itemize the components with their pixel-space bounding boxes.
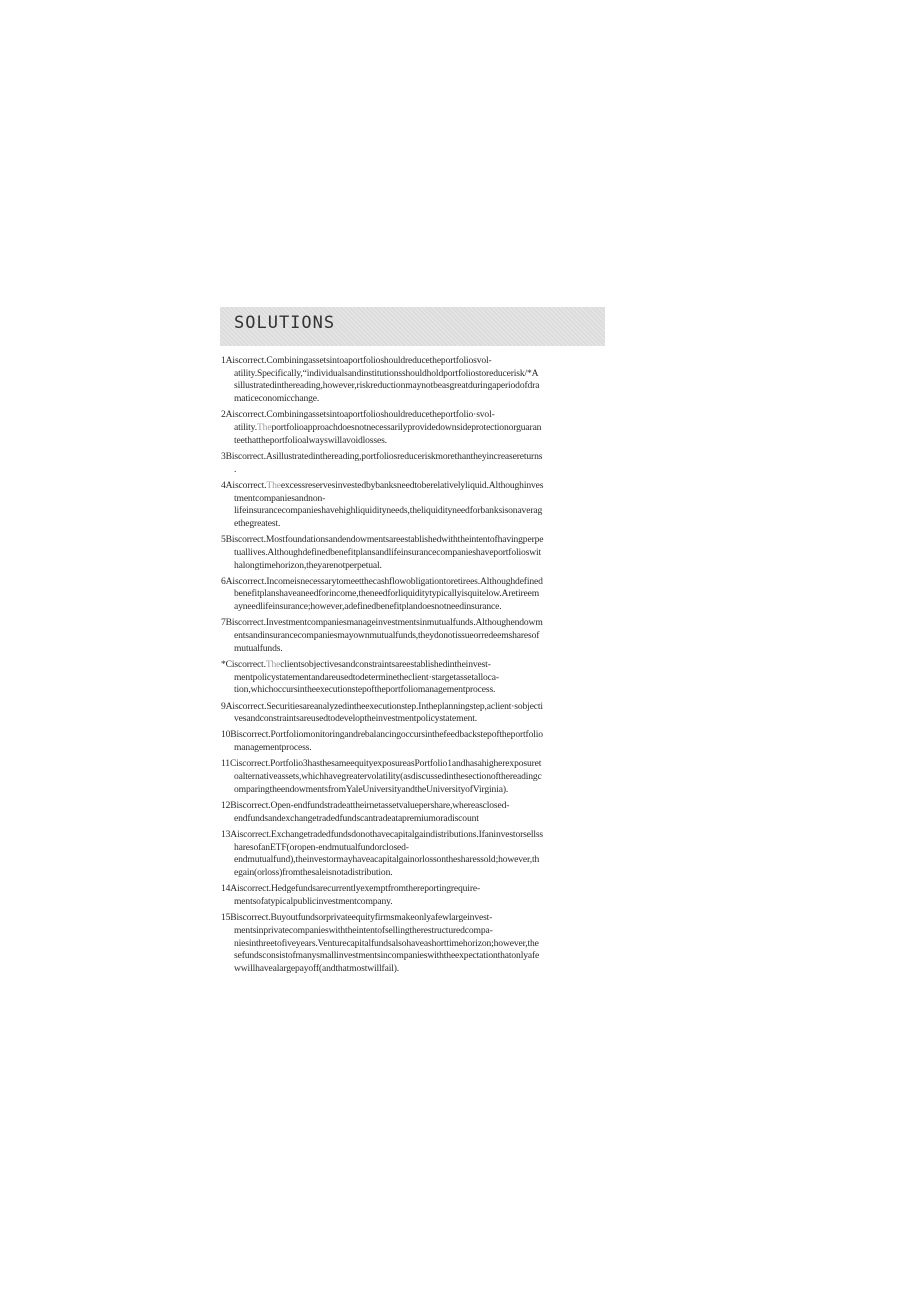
solution-line: vesandconstraintsareusedtodeveloptheinvestmentpolicystatement. (234, 713, 477, 725)
solution-line: halongtimehorizon,theyarenotperpetual. (234, 559, 382, 571)
solution-item (221, 409, 605, 447)
solution-line: niesinthreetofiveyears.Venturecapitalfundsalsohaveashorttimehorizon;however,the (234, 937, 539, 949)
solution-line: managementprocess. (234, 742, 312, 754)
solution-line: benefitplanshaveaneedforincome,theneedforliquiditytypicallyisquitelow.Aretireem (234, 588, 540, 600)
solution-line: 14Aiscorrect.Hedgefundsarecurrentlyexemptfromthereportingrequire- (221, 883, 481, 895)
faded-text: The (266, 479, 281, 491)
solution-line: 13Aiscorrect.Exchangetradedfundsdonothavecapitalgaindistributions.Ifaninvestorsellss (221, 828, 544, 840)
solution-line: endmutualfund),theinvestormayhaveacapitalgainorlossonthesharessold;however,th (234, 854, 540, 866)
solution-line: haresofanETF(oropen-endmutualfundorclosed- (234, 841, 409, 853)
solution-item (221, 480, 605, 531)
solution-line: egain(orloss)fromthesaleisnotadistribution. (234, 867, 393, 879)
solution-line: mentpolicystatementandareusedtodeterminetheclient·stargetassetalloca- (234, 671, 499, 683)
solution-line: ethegreatest. (234, 517, 281, 529)
solution-line: sillustratedinthereading,however,riskreductionmaynotbeasgreatduringaperiodofdra (234, 380, 540, 392)
solution-line: atility.Theportfolioapproachdoesnotnecessarilyprovidedownsideprotectionorguaran (234, 422, 542, 434)
solutions-header-bar (220, 307, 605, 346)
solution-item (221, 829, 605, 880)
solution-item (221, 912, 605, 976)
solution-line: tuallives.Althoughdefinedbenefitplansandlifeinsurancecompanieshaveportfolioswit (234, 546, 542, 558)
solution-line: 11Ciscorrect.Portfolio3hasthesameequityexposureasPortfolio1andhasahigherexposuret (221, 758, 542, 770)
solution-item (221, 451, 605, 476)
solution-line: ayneedlifeinsurance;however,adefinedbenefitplandoesnotneedinsurance. (234, 601, 502, 613)
solution-line: sefundsconsistofmanysmallinvestmentsincompanieswiththeexpectationthatonlyafe (234, 950, 540, 962)
solution-item (221, 355, 605, 406)
solution-item (221, 659, 605, 697)
solution-line: 6Aiscorrect.Incomeisnecessarytomeetthecashflowobligationtoretirees.Althoughdefined (221, 575, 543, 587)
solution-line: 10Biscorrect.Portfoliomonitoringandrebalancingoccursinthefeedbackstepoftheportfolio (221, 729, 543, 741)
solution-line: 12Biscorrect.Open-endfundstradeattheirnetassetvaluepershare,whereasclosed- (221, 800, 510, 811)
solution-line: teethattheportfolioalwayswillavoidlosses. (234, 434, 387, 446)
solution-line: lifeinsurancecompanieshavehighliquidityneeds,theliquidityneedforbanksisonaverag (234, 505, 543, 517)
solution-item (221, 534, 605, 572)
solution-line: 2Aiscorrect.Combiningassetsintoaportfolioshouldreducetheportfolio·svol- (221, 409, 495, 421)
solution-item (221, 617, 605, 655)
solution-line: mentsofatypicalpublicinvestmentcompany. (234, 895, 393, 907)
solution-line: omparingtheendowmentsfromYaleUniversityandtheUniversityofVirginia). (234, 783, 509, 795)
solution-item (221, 800, 605, 825)
solution-line: 15Biscorrect.Buyoutfundsorprivateequityfirmsmakeonlyafewlargeinvest- (221, 912, 493, 924)
solution-line: 3Biscorrect.Asillustratedinthereading,portfoliosreduceriskmorethantheyincreasereturns (221, 450, 543, 462)
faded-text: The (256, 422, 272, 434)
solution-line: entsandinsurancecompaniesmayownmutualfunds,theydonotissueorredeemsharesof (234, 630, 540, 642)
solution-line: 1Aiscorrect.Combiningassetsintoaportfolioshouldreducetheportfoliosvol- (221, 355, 492, 366)
solution-line: mentsinprivatecompanieswiththeintentofsellingtherestructuredcompa- (234, 924, 493, 936)
solution-line: 4Aiscorrect.Theexcessreservesinvestedbybanksneedtoberelativelyliquid.Althoughinves (221, 479, 544, 491)
solution-line: atility.Specifically,“individualsandinstitutionsshouldholdportfoliostoreducerisk/*A (234, 367, 539, 379)
solution-item (221, 701, 605, 726)
solution-line: oalternativeassets,whichhavegreatervolatility(asdiscussedinthesectionofthereadingc (234, 771, 542, 783)
solution-item (221, 883, 605, 908)
solution-line: tion,whichoccursintheexecutionstepoftheportfoliomanagementprocess. (234, 684, 496, 696)
solution-line: 7Biscorrect.Investmentcompaniesmanageinvestmentsinmutualfunds.Althoughendowm (221, 617, 543, 629)
solution-line: . (234, 463, 237, 475)
solution-item (221, 758, 605, 796)
solution-item (221, 576, 605, 614)
solution-line: mutualfunds. (234, 642, 283, 654)
solution-line: tmentcompaniesandnon- (234, 492, 326, 504)
solution-line: wwillhavealargepayoff(andthatmostwillfail). (234, 962, 400, 974)
faded-text: The (265, 658, 281, 670)
solution-item (221, 729, 605, 754)
solution-line: *Ciscorrect.Theclientsobjectivesandconstraintsareestablishedintheinvest- (221, 658, 491, 670)
page-title: SOLUTIONS (234, 313, 336, 333)
solution-line: endfundsandexchangetradedfundscantradeatapremiumoradiscount (234, 812, 479, 824)
solutions-list (221, 355, 605, 979)
solution-line: maticeconomicchange. (234, 393, 320, 405)
solution-line: 5Biscorrect.Mostfoundationsandendowmentsareestablishedwiththeintentofhavingperpe (221, 534, 544, 546)
solution-line: 9Aiscorrect.Securitiesareanalyzedintheexecutionstep.Intheplanningstep,aclient·sobjecti (221, 700, 543, 712)
